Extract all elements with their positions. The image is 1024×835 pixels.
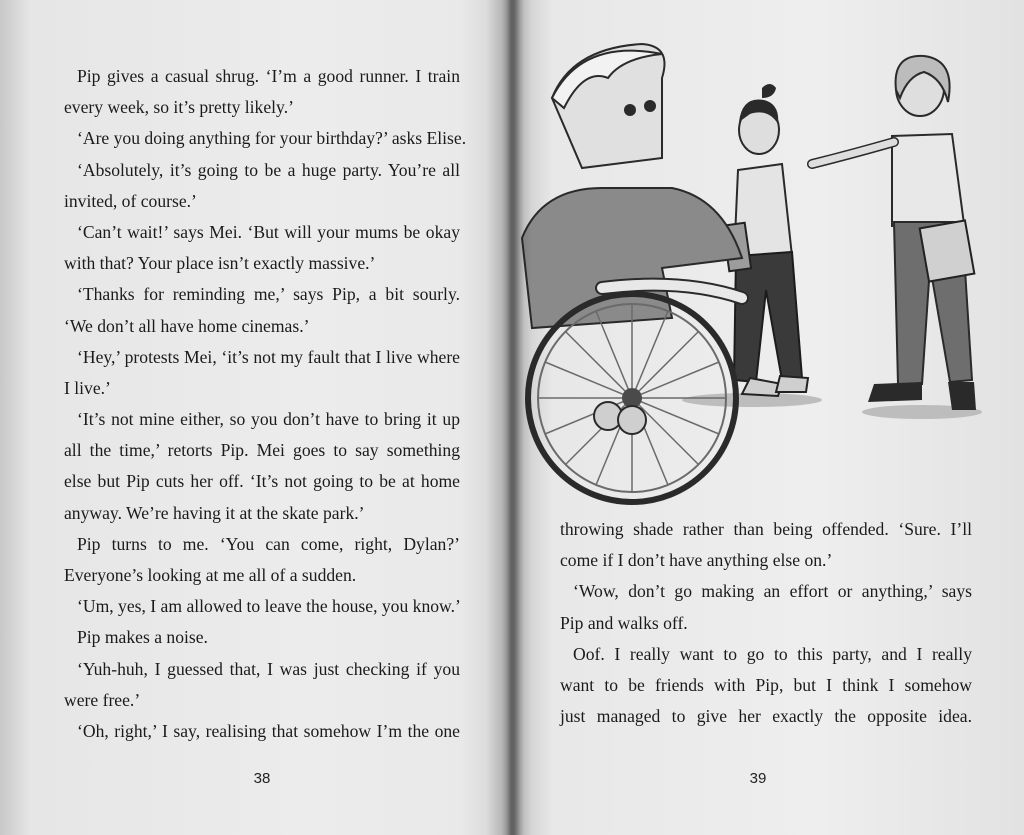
text-line: Pip and walks off. <box>560 612 688 633</box>
book-gutter <box>486 0 532 835</box>
right-page <box>512 0 1024 835</box>
text-line: come if I don’t have anything else on.’ <box>560 550 833 571</box>
text-line: I live.’ <box>64 377 111 398</box>
girl-gesturing-figure <box>812 56 976 410</box>
text-line: ‘Wow, don’t go making an effort or anything,’ says <box>573 581 972 602</box>
text-line: else but Pip cuts her off. ‘It’s not going to be at home <box>64 471 460 492</box>
text-line: ‘Are you doing anything for your birthday?’ asks Elise. <box>77 128 467 149</box>
text-line: Pip makes a noise. <box>77 627 208 648</box>
wheelchair-user-figure <box>522 44 742 502</box>
illustration <box>512 38 982 508</box>
text-line: want to be friends with Pip, but I think I somehow <box>560 674 972 695</box>
text-line: Pip turns to me. ‘You can come, right, Dylan?’ <box>77 533 460 554</box>
text-line: invited, of course.’ <box>64 190 197 211</box>
text-line: ‘Can’t wait!’ says Mei. ‘But will your mums be okay <box>77 221 460 242</box>
page-number-left: 38 <box>253 770 271 787</box>
text-line: throwing shade rather than being offended. ‘Sure. I’ll <box>560 519 972 539</box>
left-page-text <box>64 61 467 747</box>
text-line: ‘We don’t all have home cinemas.’ <box>64 315 310 336</box>
text-line: ‘Um, yes, I am allowed to leave the house, you know.’ <box>77 596 461 617</box>
left-page <box>0 0 505 835</box>
page-number-right: 39 <box>749 770 767 787</box>
text-line: just managed to give her exactly the opposite idea. <box>560 706 972 727</box>
text-line: ‘Oh, right,’ I say, realising that somehow I’m the one <box>77 720 460 741</box>
text-line: all the time,’ retorts Pip. Mei goes to say something <box>64 440 460 461</box>
text-line: ‘Absolutely, it’s going to be a huge party. You’re all <box>77 159 460 180</box>
text-line: were free.’ <box>64 689 141 710</box>
text-line: ‘Yuh-huh, I guessed that, I was just checking if you <box>77 658 460 679</box>
text-line: Oof. I really want to go to this party, and I really <box>573 643 972 664</box>
text-line: anyway. We’re having it at the skate park.’ <box>64 502 365 523</box>
text-line: ‘Hey,’ protests Mei, ‘it’s not my fault that I live where <box>77 346 460 367</box>
text-line: Everyone’s looking at me all of a sudden. <box>64 565 357 585</box>
text-line: every week, so it’s pretty likely.’ <box>64 97 294 118</box>
right-page-text <box>560 514 972 732</box>
text-line: with that? Your place isn’t exactly massive.’ <box>64 253 376 274</box>
text-line: Pip gives a casual shrug. ‘I’m a good runner. I train <box>77 66 460 86</box>
text-line: ‘Thanks for reminding me,’ says Pip, a bit sourly. <box>77 284 460 305</box>
text-line: ‘It’s not mine either, so you don’t have to bring it up <box>77 409 460 430</box>
